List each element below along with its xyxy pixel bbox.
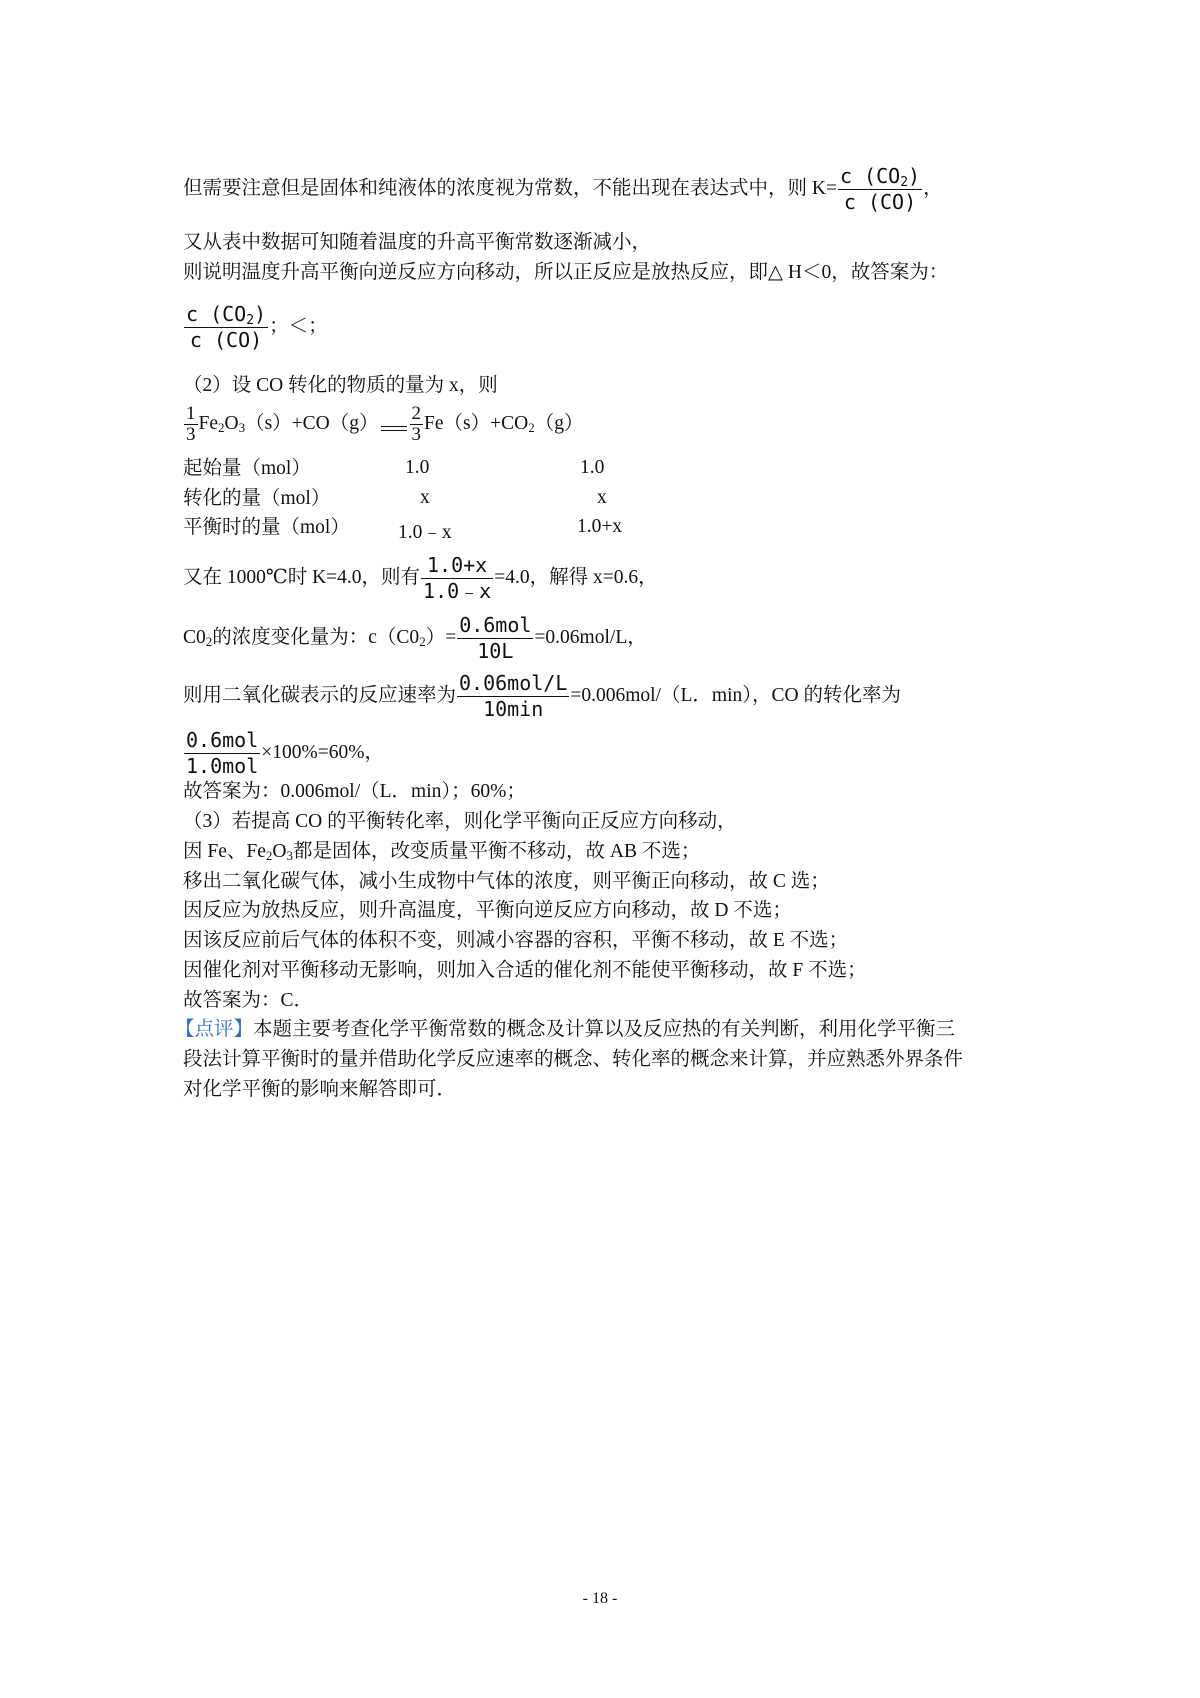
text-line: （3）若提高 CO 的平衡转化率，则化学平衡向正反应方向移动，	[183, 811, 737, 832]
answer-fraction-line: $\frac{c (CO_2)}{c (CO)}$ ；＜；	[186, 302, 328, 352]
concentration-line: $C0_2$的浓度变化量为：$c(C0_2)=$ $\frac{\text{0.6mol}}{10L}$ =0.06mol/L，	[183, 613, 647, 663]
rate-line: 则用二氧化碳表示的反应速率为 $\frac{\text{0.06mol/L}}{10\min}$ =0.006mol/（L．min），CO 的转化率为	[183, 671, 901, 721]
k-expression-line: 但需要注意但是固体和纯液体的浓度视为常数，不能出现在表达式中，则 K= $\frac{c (CO_2)}{c (CO)}$ ，	[183, 164, 943, 214]
text-line: （2）设 CO 转化的物质的量为 x，则	[183, 375, 498, 396]
table-row: 平衡时的量（mol）	[183, 517, 350, 538]
table-row: 转化的量（mol）	[183, 488, 331, 509]
reaction-equation: $\frac{1}{3}$ $Fe_2O_3(s)+CO(g)$ $\frac{2}{3}$ $Fe(s)+CO_2(g)$	[186, 403, 584, 445]
page-number: - 18 -	[582, 1590, 618, 1607]
text-line: 因该反应前后气体的体积不变，则减小容器的容积，平衡不移动，故 E 不选；	[183, 930, 849, 951]
table-row: 起始量（mol）	[183, 458, 311, 479]
text-line: 又从表中数据可知随着温度的升高平衡常数逐渐减小，	[183, 232, 652, 253]
k-equation-line: 又在 1000℃时 K=4.0，则有 $\frac{1.0+x}{1.0﹣x}$ =4.0，解得 x=0.6，	[183, 553, 658, 603]
text-line: 因催化剂对平衡移动无影响，则加入合适的催化剂不能使平衡移动，故 F 不选；	[183, 960, 867, 981]
review-tag: 【点评】	[175, 1019, 254, 1040]
review-paragraph: 【点评】本题主要考查化学平衡常数的概念及计算以及反应热的有关判断，利用化学平衡三	[175, 1019, 956, 1040]
text-line: 故答案为：0.006mol/（L．min）；60%；	[183, 781, 526, 802]
text-line: 因 Fe、$Fe_2O_3$都是固体，改变质量平衡不移动，故 AB 不选；	[183, 841, 701, 863]
k-fraction: $\frac{c (CO_2)}{c (CO)}$	[839, 164, 921, 214]
text-line: 因反应为放热反应，则升高温度，平衡向逆反应方向移动，故 D 不选；	[183, 900, 792, 921]
conversion-line: $\frac{\text{0.6mol}}{\text{1.0mol}}$ ×100%=60%，	[186, 728, 384, 778]
text-line: 则说明温度升高平衡向逆反应方向移动，所以正反应是放热反应，即△ H＜0，故答案为：	[183, 262, 949, 283]
text-line: 对化学平衡的影响来解答即可．	[183, 1079, 457, 1100]
text-line: 故答案为：C．	[183, 990, 314, 1011]
text-line: 段法计算平衡时的量并借助化学反应速率的概念、转化率的概念来计算，并应熟悉外界条件	[183, 1049, 964, 1070]
text-line: 移出二氧化碳气体，减小生成物中气体的浓度，则平衡正向移动，故 C 选；	[183, 871, 830, 892]
answer-fraction: $\frac{c (CO_2)}{c (CO)}$	[186, 302, 267, 352]
